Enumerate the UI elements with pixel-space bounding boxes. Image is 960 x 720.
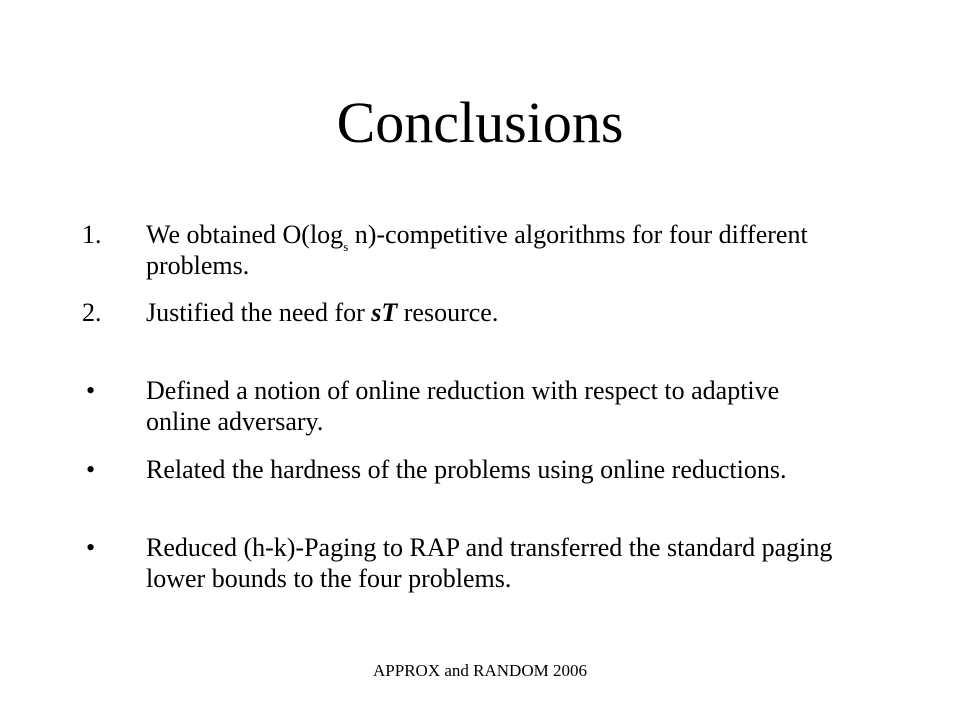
subscript: s <box>343 239 349 254</box>
slide-title: Conclusions <box>336 90 624 155</box>
item-text: Defined a notion of online reduction with respect to adaptive online adversary. <box>146 376 780 436</box>
item-text: We obtained $O(\log_s$ n)-competitive algorithms for four different problems. <box>146 220 808 280</box>
bullet-icon: • <box>86 376 96 405</box>
bullet-icon: • <box>86 455 96 484</box>
item-text: Justified the need for sT resource. <box>146 298 499 327</box>
slide-footer: APPROX and RANDOM 2006 <box>373 661 587 680</box>
item-number: 1. <box>82 220 102 249</box>
emphasis-text: sT <box>371 298 398 327</box>
item-number: 2. <box>82 298 102 327</box>
item-text: Reduced (h-k)-Paging to RAP and transferred the standard paging lower bounds to the four problems. <box>146 533 833 593</box>
bullet-icon: • <box>86 533 96 562</box>
item-text: Related the hardness of the problems using online reductions. <box>146 455 787 484</box>
